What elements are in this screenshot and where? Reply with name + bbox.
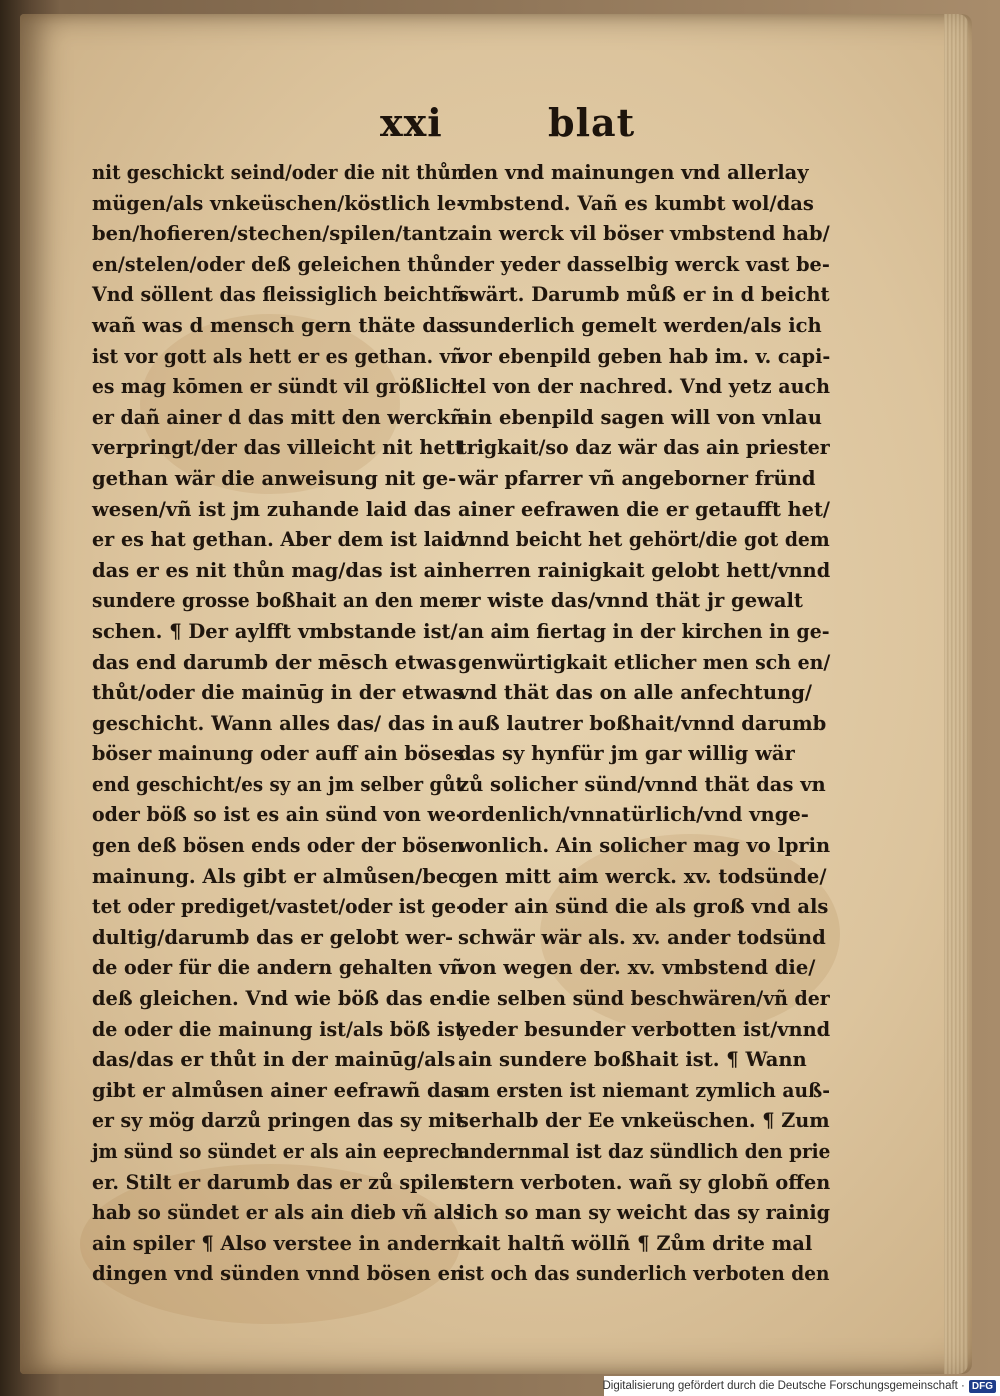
text-line: das/das er thůt in der mainūg/als <box>92 1048 456 1072</box>
text-line: wonlich. Ain solicher mag vo lprin <box>458 834 831 858</box>
text-line: ben/hofieren/stechen/spilen/tantz <box>92 222 459 246</box>
text-line: de oder für die andern gehalten vñ <box>92 956 464 980</box>
page-header <box>0 100 1000 150</box>
folio-number: xxi <box>380 100 443 145</box>
text-line: gen mitt aim werck. xv. todsünde/ <box>458 864 827 888</box>
text-line: schen. ¶ Der aylfft vmbstande ist/ <box>92 619 458 643</box>
text-line: tet oder prediget/vastet/oder ist ge- <box>92 895 464 919</box>
text-line: schwär wär als. xv. ander todsünd <box>458 925 826 949</box>
text-line: verpringt/der das villeicht nit hett <box>92 436 464 460</box>
text-line: wañ was d mensch gern thäte das <box>92 313 460 337</box>
text-line: auß lautrer boßhait/vnnd darumb <box>458 711 827 735</box>
folio-word: blat <box>548 100 636 145</box>
text-line: yeder besunder verbotten ist/vnnd <box>458 1017 831 1041</box>
text-line: er dañ ainer d das mitt den werckñ <box>92 405 464 429</box>
right-text-column <box>458 158 830 1290</box>
text-line: ordenlich/vnnatürlich/vnd vnge- <box>458 803 809 827</box>
text-line: end geschicht/es sy an jm selber gůt <box>92 772 464 796</box>
text-line: an aim fiertag in der kirchen in ge- <box>458 619 830 643</box>
text-line: dingen vnd sünden vnnd bösen en <box>92 1262 465 1286</box>
text-line: vmbstend. Vañ es kumbt wol/das <box>458 191 814 215</box>
text-line: es mag kōmen er sündt vil größlich <box>92 375 465 399</box>
text-line: nit geschickt seind/oder die nit thůn <box>92 161 465 184</box>
text-line: die selben sünd beschwären/vñ der <box>458 987 830 1011</box>
text-line: vnnd beicht het gehört/die got dem <box>458 528 830 552</box>
text-line: stern verboten. wañ sy globñ offen <box>458 1170 831 1194</box>
text-line: das er es nit thůn mag/das ist ain <box>92 558 458 582</box>
text-line: sunderlich gemelt werden/als ich <box>458 313 822 337</box>
text-line: am ersten ist niemant zymlich auß- <box>458 1078 831 1102</box>
text-line: ist vor gott als hett er es gethan. vñ <box>92 344 464 368</box>
text-line: von wegen der. xv. vmbstend die/ <box>458 956 816 980</box>
text-line: ain spiler ¶ Also verstee in andern <box>92 1231 464 1255</box>
text-line: wär pfarrer vñ angeborner fründ <box>458 466 816 490</box>
text-line: das end darumb der mēsch etwas <box>92 650 457 674</box>
text-line: kait haltñ wöllñ ¶ Zům drite mal <box>458 1231 813 1255</box>
page-edge <box>944 14 968 1374</box>
text-line: den vnd mainungen vnd allerlay <box>458 161 809 184</box>
text-line: ainer eefrawen die er getaufft het/ <box>458 497 830 521</box>
text-line: ist och das sunderlich verboten den <box>458 1262 830 1286</box>
text-line: jm sünd so sündet er als ain eeprech <box>92 1140 464 1163</box>
text-line: andernmal ist daz sündlich den prie <box>458 1140 831 1163</box>
text-line: de oder die mainung ist/als böß ist <box>92 1017 464 1041</box>
text-line: Vnd söllent das fleissiglich beichtñ <box>92 283 465 307</box>
text-line: mügen/als vnkeüschen/köstlich le- <box>92 191 465 215</box>
text-line: thůt/oder die mainūg in der etwas <box>92 681 464 705</box>
text-line: wesen/vñ ist jm zuhande laid das <box>92 497 452 521</box>
text-line: er sy mög darzů pringen das sy mit <box>92 1109 465 1133</box>
text-line: lich so man sy weicht das sy rainig <box>458 1201 831 1225</box>
text-line: er. Stilt er darumb das er zů spilen <box>92 1170 464 1194</box>
text-line: swärt. Darumb můß er in d beicht <box>458 283 830 307</box>
text-line: ain werck vil böser vmbstend hab/ <box>458 222 830 246</box>
text-line: der yeder dasselbig werck vast be- <box>458 252 830 276</box>
text-line: en/stelen/oder deß geleichen thůn. <box>92 252 465 276</box>
digitization-credit-bar <box>604 1376 1000 1396</box>
text-line: geschicht. Wann alles das/ das in <box>92 711 454 735</box>
text-line: er es hat gethan. Aber dem ist laid <box>92 528 465 552</box>
text-line: vor ebenpild geben hab im. v. capi- <box>458 344 831 368</box>
text-line: oder ain sünd die als groß vnd als <box>458 895 829 919</box>
text-line: sundere grosse boßhait an den men <box>92 589 465 613</box>
text-line: das sy hynfür jm gar willig wär <box>458 742 795 766</box>
text-line: serhalb der Ee vnkeüschen. ¶ Zum <box>458 1109 830 1133</box>
text-line: herren rainigkait gelobt hett/vnnd <box>458 558 831 582</box>
text-line: tel von der nachred. Vnd yetz auch <box>458 375 831 399</box>
text-line: oder böß so ist es ain sünd von we- <box>92 803 464 827</box>
text-line: gibt er almůsen ainer eefrawñ das <box>92 1078 465 1102</box>
text-line: dultig/darumb das er gelobt wer- <box>92 925 454 949</box>
text-line: gen deß bösen ends oder der bösen <box>92 834 464 858</box>
text-line: mainung. Als gibt er almůsen/bec <box>92 864 461 888</box>
text-line: böser mainung oder auff ain böses <box>92 742 465 766</box>
text-line: trigkait/so daz wär das ain priester <box>458 436 830 460</box>
text-line: ain sundere boßhait ist. ¶ Wann <box>458 1048 807 1072</box>
text-line: zů solicher sünd/vnnd thät das vn <box>458 772 826 796</box>
dfg-logo-icon: DFG <box>969 1380 996 1393</box>
text-line: gethan wär die anweisung nit ge- <box>92 466 457 490</box>
digitization-credit: Digitalisierung gefördert durch die Deutsche Forschungsgemeinschaft · <box>602 1380 965 1392</box>
text-line: deß gleichen. Vnd wie böß das en- <box>92 987 464 1011</box>
text-line: genwürtigkait etlicher men sch en/ <box>458 650 831 674</box>
text-line: vnd thät das on alle anfechtung/ <box>458 681 812 705</box>
text-line: hab so sündet er als ain dieb vñ als <box>92 1201 464 1225</box>
text-line: ain ebenpild sagen will von vnlau <box>458 405 822 429</box>
text-line: er wiste das/vnnd thät jr gewalt <box>458 589 803 613</box>
left-text-column <box>92 158 464 1290</box>
